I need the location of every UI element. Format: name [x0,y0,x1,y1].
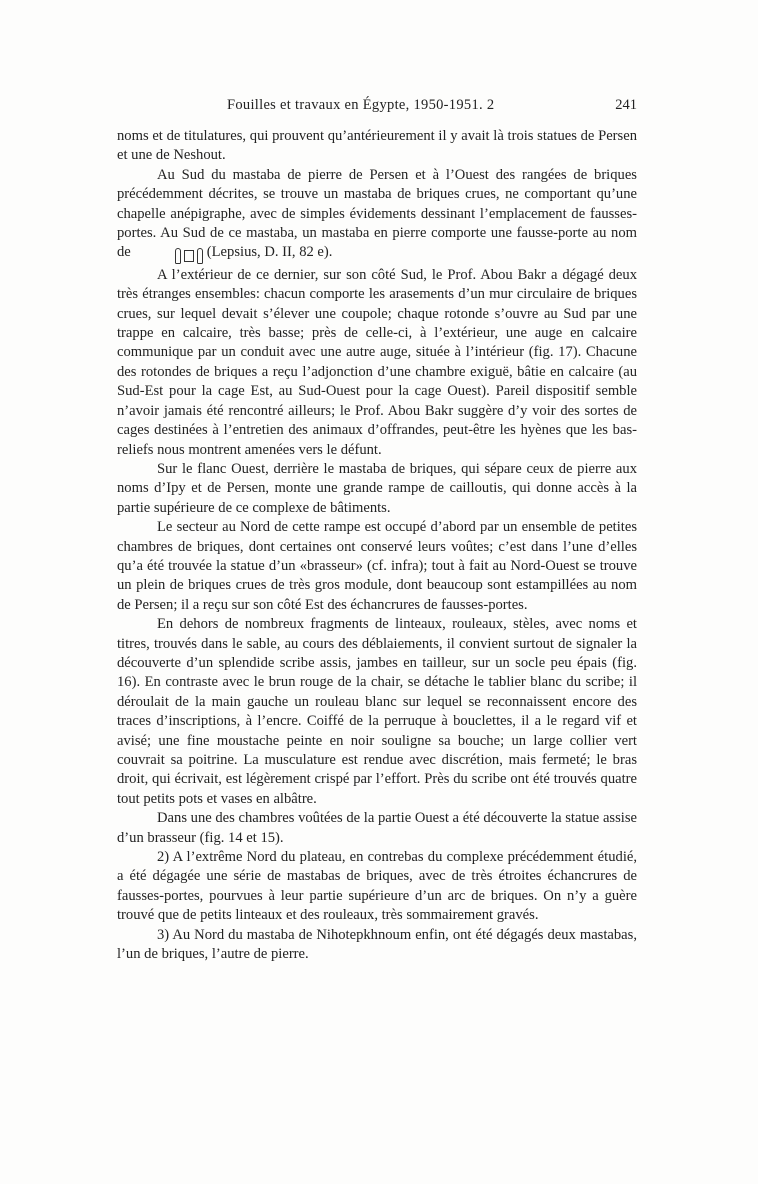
paragraph: Dans une des chambres voûtées de la partie Ouest a été découverte la statue assise d’un brasseur (fig. 14 et 15). [117,810,637,846]
body-text [117,127,637,964]
paragraph-text: (Lepsius, D. II, 82 e). [206,244,333,261]
page-header [117,97,637,119]
page-number: 241 [615,97,637,113]
paragraph: A l’extérieur de ce dernier, sur son côté Sud, le Prof. Abou Bakr a dégagé deux très étranges ensembles: chacun comporte les arasements d’un mur circulaire de briques crues, sur lequel devait s’élever une coupole; chaque rotonde s’ouvre au Sud par une trappe en calcaire, très basse; près de celle-ci, à l’extérieur, une auge en calcaire communique par un conduit avec une autre auge, située à l’intérieur (fig. 17). Chacune des rotondes de briques a reçu l’adjonction d’une chambre exiguë, bâtie en calcaire (au Sud-Est pour la cage Est, au Sud-Ouest pour la cage Ouest). Pareil dispositif semble n’avoir jamais été rencontré ailleurs; le Prof. Abou Bakr suggère d’y voir des sortes de cages destinées à l’entretien des animaux d’offrandes, peut-être les hyènes que les bas-reliefs nous montrent amenées vers le défunt. [117,266,637,458]
paragraph: Le secteur au Nord de cette rampe est occupé d’abord par un ensemble de petites chambres de briques, dont certaines ont conservé leurs voûtes; c’est dans l’une d’elles qu’a été trouvée la statue d’un «brasseur» (cf. infra); tout à fait au Nord-Ouest se trouve un plein de briques crues de très gros module, dont beaucoup sont estampillées au nom de Persen; il a reçu sur son côté Est des échancrures de fausses-portes. [117,519,637,613]
paragraph-text: Au Sud du mastaba de pierre de Persen et à l’Ouest des rangées de briques précédemment décrites, se trouve un mastaba de briques crues, ne comportant qu’une chapelle anépigraphe, avec de simples évidements dessinant l’emplacement de fausses-portes. Au Sud de ce mastaba, un mastaba en pierre comporte une fausse-porte au nom de [117,166,637,261]
paragraph: noms et de titulatures, qui prouvent qu’antérieurement il y avait là trois statues de Persen et une de Neshout. [117,128,637,164]
running-title: Fouilles et travaux en Égypte, 1950-1951. 2 [227,97,495,113]
paragraph: En dehors de nombreux fragments de linteaux, rouleaux, stèles, avec noms et titres, trouvés dans le sable, au cours des déblaiements, il convient surtout de signaler la découverte d’un splendide scribe assis, jambes en tailleur, sur un socle peu épais (fig. 16). En contraste avec le brun rouge de la chair, se détache le tablier blanc du scribe; il déroulait de la main gauche un rouleau blanc sur lequel se reconnaissent encore des traces d’inscriptions, à l’encre. Coiffé de la perruque à bouclettes, il a le regard vif et avisé; une fine moustache peinte en noir souligne sa bouche; un large collier vert couvrait sa poitrine. La musculature est rendue avec discrétion, mais fermeté; le bras droit, qui écrivait, est légèrement crispé par l’effort. Près du scribe ont été trouvés quatre tout petits pots et vases en albâtre. [117,616,637,807]
paragraph [117,166,637,266]
hieroglyph-name-icon [134,246,204,265]
paragraph: 2) A l’extrême Nord du plateau, en contrebas du complexe précédemment étudié, a été dégagée une série de mastabas de briques, avec de très étroites échancrures de fausses-portes, pourvues à leur partie supérieure d’un arc de briques. On n’y a guère trouvé que de petits linteaux et des rouleaux, très sommairement gravés. [117,849,637,924]
paragraph: Sur le flanc Ouest, derrière le mastaba de briques, qui sépare ceux de pierre aux noms d’Ipy et de Persen, monte une grande rampe de cailloutis, qui donne accès à la partie supérieure de ce complexe de bâtiments. [117,460,637,516]
paragraph: 3) Au Nord du mastaba de Nihotepkhnoum enfin, ont été dégagés deux mastabas, l’un de briques, l’autre de pierre. [117,926,637,963]
